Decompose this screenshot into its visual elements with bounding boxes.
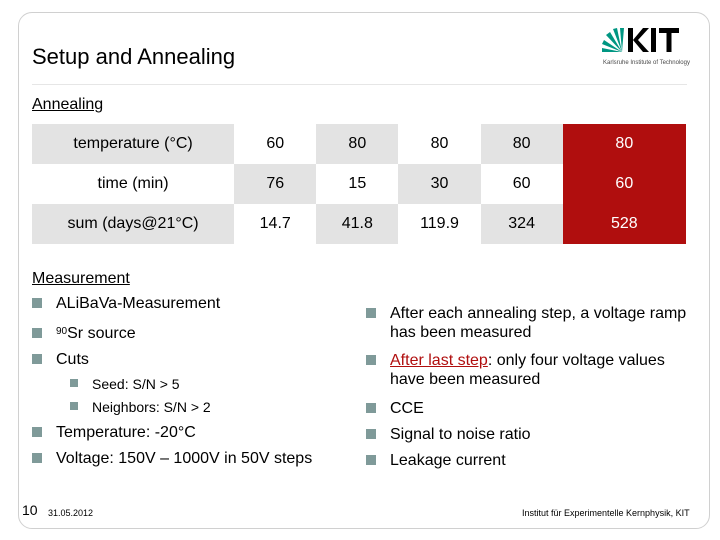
table-cell: 60 — [234, 124, 316, 164]
table-cell: 15 — [316, 164, 398, 204]
kit-logo-icon — [600, 22, 692, 62]
bullet-voltage-ramp: After each annealing step, a voltage ramp has been measured — [390, 305, 687, 341]
slide-title: Setup and Annealing — [32, 44, 236, 69]
measurement-heading: Measurement — [32, 270, 130, 287]
last-step-highlight: After last step — [390, 352, 488, 369]
footer-date: 31.05.2012 — [48, 508, 94, 518]
bullet-temperature: Temperature: -20°C — [56, 424, 196, 441]
table-cell: 30 — [398, 164, 480, 204]
table-row — [32, 204, 686, 244]
table-cell: 80 — [316, 124, 398, 164]
table-row — [32, 164, 686, 204]
bullet-icon — [32, 427, 42, 437]
table-cell: 76 — [234, 164, 316, 204]
sub-bullet-seed: Seed: S/N > 5 — [92, 376, 180, 392]
sub-bullet-neighbors: Neighbors: S/N > 2 — [92, 399, 211, 415]
table-cell: 324 — [481, 204, 563, 244]
last-step-text: : only four voltage values have been measured — [390, 352, 665, 388]
table-cell: 119.9 — [398, 204, 480, 244]
bullet-aliba: ALiBaVa-Measurement — [56, 295, 221, 312]
sub-bullet-icon — [70, 379, 78, 387]
sub-bullet-icon — [70, 402, 78, 410]
source-text: Sr source — [67, 325, 136, 342]
bullet-leakage: Leakage current — [390, 452, 506, 469]
table-cell-highlight: 80 — [563, 124, 686, 164]
row-label: time (min) — [32, 164, 234, 204]
table-cell: 80 — [398, 124, 480, 164]
table-cell: 14.7 — [234, 204, 316, 244]
bullet-icon — [366, 429, 376, 439]
table-row — [32, 124, 686, 164]
bullet-source — [56, 324, 136, 343]
bullet-icon — [32, 328, 42, 338]
row-label: temperature (°C) — [32, 124, 234, 164]
bullet-cuts: Cuts — [56, 351, 89, 368]
logo-tagline: Karlsruhe Institute of Technology — [603, 60, 690, 66]
bullet-cce: CCE — [390, 400, 424, 417]
bullet-icon — [32, 298, 42, 308]
bullet-icon — [366, 455, 376, 465]
annealing-heading: Annealing — [32, 96, 104, 113]
table-cell: 60 — [481, 164, 563, 204]
table-cell: 80 — [481, 124, 563, 164]
bullet-icon — [366, 355, 376, 365]
bullet-voltage: Voltage: 150V – 1000V in 50V steps — [56, 450, 313, 467]
bullet-icon — [366, 403, 376, 413]
annealing-table — [32, 124, 686, 244]
footer-institute: Institut für Experimentelle Kernphysik, KIT — [522, 508, 690, 518]
table-cell-highlight: 60 — [563, 164, 686, 204]
page-number: 10 — [22, 502, 38, 518]
kit-logo — [600, 22, 692, 70]
bullet-icon — [366, 308, 376, 318]
table-cell: 41.8 — [316, 204, 398, 244]
isotope-mass-number: 90 — [56, 326, 68, 337]
title-divider — [32, 84, 687, 85]
bullet-snr: Signal to noise ratio — [390, 426, 531, 443]
bullet-icon — [32, 453, 42, 463]
bullet-icon — [32, 354, 42, 364]
row-label: sum (days@21°C) — [32, 204, 234, 244]
bullet-last-step — [390, 351, 690, 389]
table-cell-highlight: 528 — [563, 204, 686, 244]
